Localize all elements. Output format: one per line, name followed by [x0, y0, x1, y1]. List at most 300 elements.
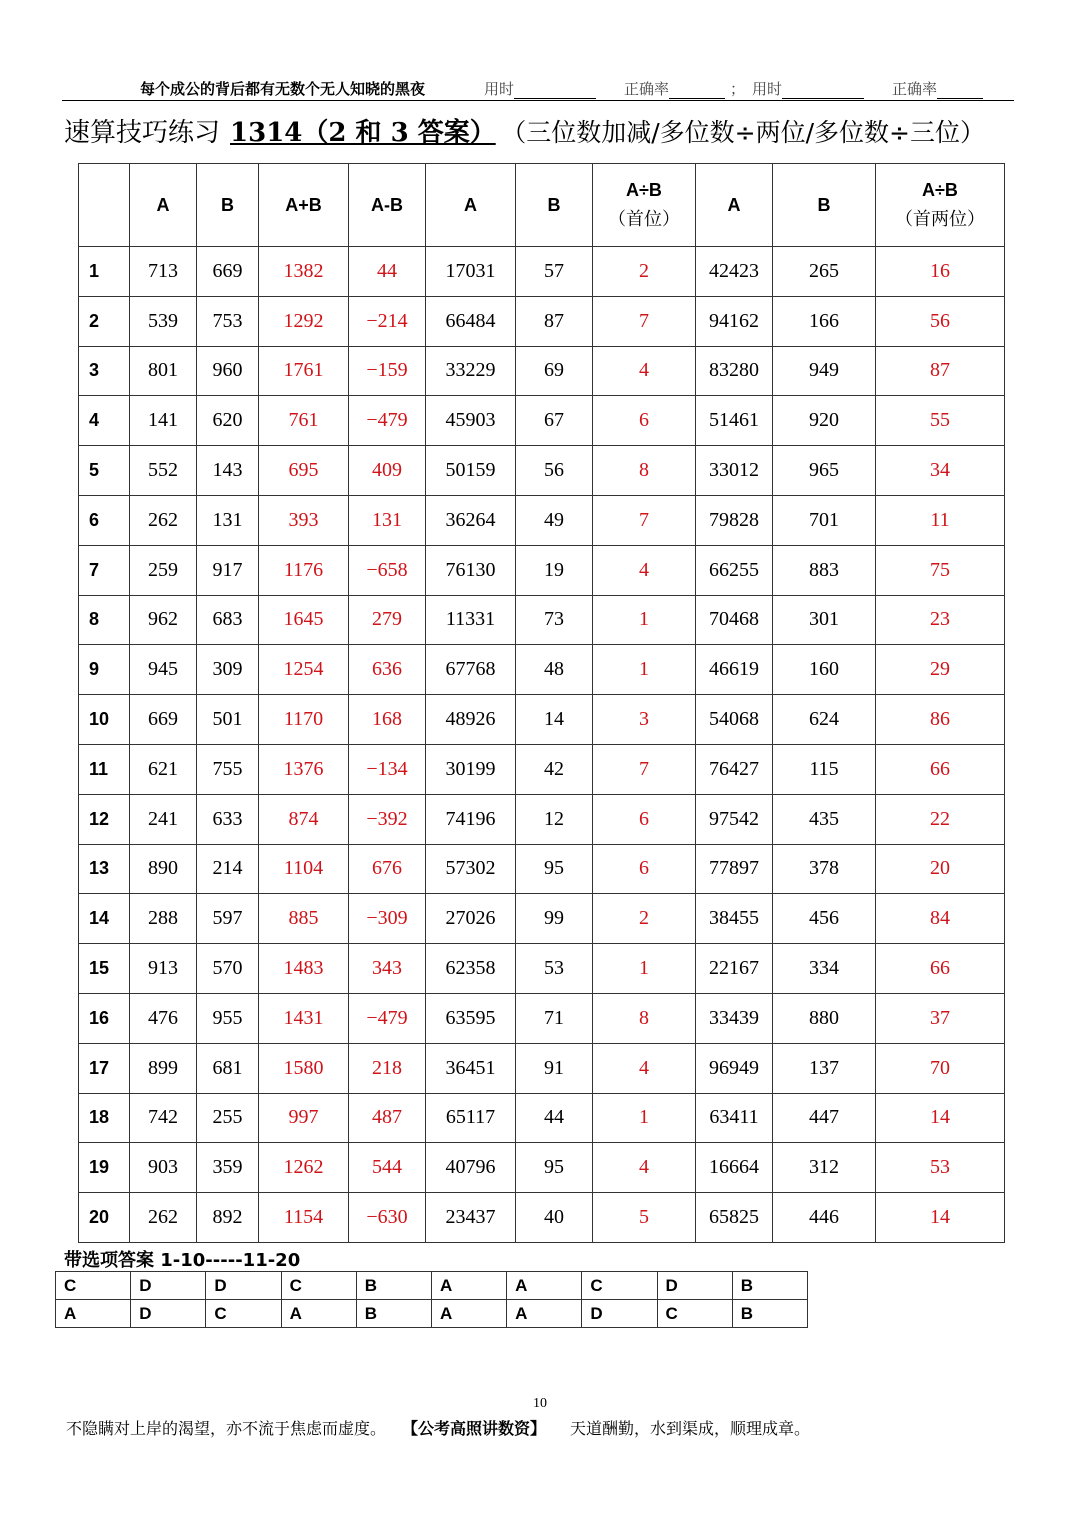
- answer-cell: 6: [593, 844, 696, 894]
- table-cell: 141: [130, 396, 197, 446]
- header-cell: [593, 164, 696, 247]
- answer-cell: 16: [876, 247, 1005, 297]
- answer-cell: 761: [259, 396, 349, 446]
- answer-cell: 168: [349, 695, 426, 745]
- option-answer-cell: D: [131, 1300, 206, 1328]
- table-cell: 892: [197, 1193, 259, 1243]
- table-cell: 57: [516, 247, 593, 297]
- row-index: 7: [79, 545, 130, 595]
- answer-cell: 1431: [259, 993, 349, 1043]
- answer-cell: 1761: [259, 346, 349, 396]
- table-body: [79, 247, 1005, 1243]
- row-index: 13: [79, 844, 130, 894]
- table-cell: 16664: [696, 1143, 773, 1193]
- answer-cell: 1483: [259, 944, 349, 994]
- answer-cell: 1292: [259, 296, 349, 346]
- table-cell: 36451: [426, 1043, 516, 1093]
- table-row: [79, 1193, 1005, 1243]
- answer-cell: 409: [349, 446, 426, 496]
- answer-cell: 1580: [259, 1043, 349, 1093]
- answer-cell: 87: [876, 346, 1005, 396]
- row-index: 6: [79, 495, 130, 545]
- answer-cell: 636: [349, 645, 426, 695]
- table-row: [79, 744, 1005, 794]
- answer-cell: 544: [349, 1143, 426, 1193]
- answer-cell: 66: [876, 944, 1005, 994]
- table-cell: 40796: [426, 1143, 516, 1193]
- answer-cell: 1254: [259, 645, 349, 695]
- option-answer-cell: C: [281, 1272, 356, 1300]
- time-label: 用时: [484, 80, 515, 98]
- answer-cell: 1: [593, 944, 696, 994]
- answer-cell: 2: [593, 247, 696, 297]
- table-cell: 378: [773, 844, 876, 894]
- answer-cell: 75: [876, 545, 1005, 595]
- answer-cell: 676: [349, 844, 426, 894]
- table-cell: 50159: [426, 446, 516, 496]
- table-cell: 33439: [696, 993, 773, 1043]
- option-answer-cell: D: [131, 1272, 206, 1300]
- option-answer-cell: A: [281, 1300, 356, 1328]
- answer-cell: 34: [876, 446, 1005, 496]
- table-cell: 63411: [696, 1093, 773, 1143]
- row-index: 4: [79, 396, 130, 446]
- answer-cell: 14: [876, 1093, 1005, 1143]
- option-answer-cell: C: [582, 1272, 657, 1300]
- table-row: [79, 894, 1005, 944]
- table-cell: 69: [516, 346, 593, 396]
- table-cell: 742: [130, 1093, 197, 1143]
- option-answer-cell: B: [356, 1300, 431, 1328]
- options-title: 带选项答案 1-10-----11-20: [64, 1250, 301, 1271]
- table-cell: 74196: [426, 794, 516, 844]
- option-answer-cell: A: [431, 1300, 506, 1328]
- row-index: 9: [79, 645, 130, 695]
- table-row: [79, 1043, 1005, 1093]
- answer-cell: 695: [259, 446, 349, 496]
- header-motto: 每个成公的背后都有无数个无人知晓的黑夜: [140, 80, 426, 98]
- time-blank-2: [782, 84, 864, 99]
- answer-cell: 4: [593, 1143, 696, 1193]
- table-cell: 713: [130, 247, 197, 297]
- answer-cell: 8: [593, 993, 696, 1043]
- table-cell: 79828: [696, 495, 773, 545]
- header-cell: A: [130, 164, 197, 247]
- accuracy-label-2: 正确率: [892, 80, 938, 98]
- table-cell: 214: [197, 844, 259, 894]
- answer-cell: −309: [349, 894, 426, 944]
- table-cell: 447: [773, 1093, 876, 1143]
- page-title: [64, 112, 985, 149]
- table-cell: 920: [773, 396, 876, 446]
- table-cell: 51461: [696, 396, 773, 446]
- answer-cell: 1382: [259, 247, 349, 297]
- accuracy-blank: [669, 84, 725, 99]
- table-cell: 241: [130, 794, 197, 844]
- answer-cell: 3: [593, 695, 696, 745]
- options-body: [56, 1272, 808, 1328]
- option-answer-cell: B: [356, 1272, 431, 1300]
- table-cell: 903: [130, 1143, 197, 1193]
- table-cell: 701: [773, 495, 876, 545]
- accuracy-blank-2: [937, 84, 983, 99]
- table-cell: 95: [516, 1143, 593, 1193]
- table-cell: 288: [130, 894, 197, 944]
- row-index: 15: [79, 944, 130, 994]
- answer-cell: 885: [259, 894, 349, 944]
- table-cell: 17031: [426, 247, 516, 297]
- answer-cell: 7: [593, 296, 696, 346]
- options-row: [56, 1272, 808, 1300]
- table-row: [79, 695, 1005, 745]
- table-cell: 76427: [696, 744, 773, 794]
- options-table: [55, 1271, 808, 1328]
- answer-cell: 70: [876, 1043, 1005, 1093]
- table-cell: 77897: [696, 844, 773, 894]
- answer-cell: 1262: [259, 1143, 349, 1193]
- table-cell: 94162: [696, 296, 773, 346]
- answer-cell: 279: [349, 595, 426, 645]
- footer-left: 不隐瞒对上岸的渴望，亦不流于焦虑而虚度。: [66, 1419, 387, 1438]
- answer-cell: 1104: [259, 844, 349, 894]
- table-cell: 99: [516, 894, 593, 944]
- answer-cell: −134: [349, 744, 426, 794]
- table-cell: 137: [773, 1043, 876, 1093]
- table-row: [79, 296, 1005, 346]
- option-answer-cell: D: [206, 1272, 281, 1300]
- time-blank: [514, 84, 596, 99]
- answer-cell: 1154: [259, 1193, 349, 1243]
- table-cell: 42423: [696, 247, 773, 297]
- table-cell: 883: [773, 545, 876, 595]
- table-cell: 23437: [426, 1193, 516, 1243]
- table-cell: 160: [773, 645, 876, 695]
- footer-right: 天道酬勤，水到渠成，顺理成章。: [570, 1419, 811, 1438]
- table-cell: 27026: [426, 894, 516, 944]
- table-cell: 669: [130, 695, 197, 745]
- table-cell: 753: [197, 296, 259, 346]
- table-cell: 945: [130, 645, 197, 695]
- table-cell: 683: [197, 595, 259, 645]
- table-cell: 962: [130, 595, 197, 645]
- accuracy-field: [624, 78, 725, 99]
- page-number: 10: [533, 1396, 547, 1411]
- option-answer-cell: C: [657, 1300, 732, 1328]
- header-label: A÷B: [626, 179, 662, 200]
- header-cell: A: [696, 164, 773, 247]
- answer-cell: 1176: [259, 545, 349, 595]
- table-cell: 53: [516, 944, 593, 994]
- table-cell: 890: [130, 844, 197, 894]
- row-index: 5: [79, 446, 130, 496]
- table-cell: 265: [773, 247, 876, 297]
- answer-cell: 84: [876, 894, 1005, 944]
- table-cell: 11331: [426, 595, 516, 645]
- row-index: 1: [79, 247, 130, 297]
- table-cell: 501: [197, 695, 259, 745]
- answer-cell: 29: [876, 645, 1005, 695]
- page-footer: [66, 1416, 834, 1439]
- answer-cell: 55: [876, 396, 1005, 446]
- table-cell: 359: [197, 1143, 259, 1193]
- answer-cell: 44: [349, 247, 426, 297]
- row-index: 14: [79, 894, 130, 944]
- table-cell: 14: [516, 695, 593, 745]
- table-cell: 435: [773, 794, 876, 844]
- table-cell: 30199: [426, 744, 516, 794]
- header-cell: A: [426, 164, 516, 247]
- header-sub: （首两位）: [895, 208, 985, 230]
- option-answer-cell: A: [507, 1300, 582, 1328]
- answer-cell: 8: [593, 446, 696, 496]
- title-subtitle: （三位数加减/多位数÷两位/多位数÷三位）: [513, 118, 985, 147]
- header-separator: ；: [730, 80, 746, 98]
- answer-cell: 4: [593, 346, 696, 396]
- table-cell: 166: [773, 296, 876, 346]
- answer-cell: 218: [349, 1043, 426, 1093]
- answer-cell: 23: [876, 595, 1005, 645]
- table-cell: 70468: [696, 595, 773, 645]
- table-cell: 446: [773, 1193, 876, 1243]
- answer-cell: −214: [349, 296, 426, 346]
- row-index: 17: [79, 1043, 130, 1093]
- table-cell: 71: [516, 993, 593, 1043]
- accuracy-label: 正确率: [624, 80, 670, 98]
- table-cell: 66484: [426, 296, 516, 346]
- answer-cell: 53: [876, 1143, 1005, 1193]
- table-cell: 63595: [426, 993, 516, 1043]
- answer-cell: 393: [259, 495, 349, 545]
- answer-cell: −630: [349, 1193, 426, 1243]
- table-row: [79, 794, 1005, 844]
- table-cell: 67768: [426, 645, 516, 695]
- table-row: [79, 1143, 1005, 1193]
- table-cell: 91: [516, 1043, 593, 1093]
- row-index: 12: [79, 794, 130, 844]
- table-row: [79, 545, 1005, 595]
- time-label-2: 用时: [752, 80, 783, 98]
- table-cell: 19: [516, 545, 593, 595]
- table-cell: 259: [130, 545, 197, 595]
- table-cell: 681: [197, 1043, 259, 1093]
- table-cell: 539: [130, 296, 197, 346]
- option-answer-cell: D: [657, 1272, 732, 1300]
- answer-cell: −159: [349, 346, 426, 396]
- table-cell: 143: [197, 446, 259, 496]
- table-cell: 66255: [696, 545, 773, 595]
- header-cell: [876, 164, 1005, 247]
- row-index: 11: [79, 744, 130, 794]
- option-answer-cell: A: [507, 1272, 582, 1300]
- table-cell: 65825: [696, 1193, 773, 1243]
- answer-cell: −479: [349, 396, 426, 446]
- row-index: 8: [79, 595, 130, 645]
- table-cell: 67: [516, 396, 593, 446]
- page-header: [62, 76, 1014, 102]
- table-cell: 56: [516, 446, 593, 496]
- table-cell: 301: [773, 595, 876, 645]
- answer-cell: 1: [593, 645, 696, 695]
- table-row: [79, 595, 1005, 645]
- table-cell: 913: [130, 944, 197, 994]
- answer-cell: −658: [349, 545, 426, 595]
- answer-cell: 37: [876, 993, 1005, 1043]
- time-field-2: [752, 78, 864, 99]
- table-cell: 669: [197, 247, 259, 297]
- table-cell: 633: [197, 794, 259, 844]
- table-cell: 57302: [426, 844, 516, 894]
- row-index: 16: [79, 993, 130, 1043]
- answer-cell: 7: [593, 744, 696, 794]
- header-cell: [79, 164, 130, 247]
- table-cell: 476: [130, 993, 197, 1043]
- answer-cell: 5: [593, 1193, 696, 1243]
- answer-cell: 343: [349, 944, 426, 994]
- table-cell: 49: [516, 495, 593, 545]
- title-number: 1314（2 和 3 答案）: [230, 118, 496, 148]
- table-cell: 46619: [696, 645, 773, 695]
- table-cell: 334: [773, 944, 876, 994]
- table-cell: 131: [197, 495, 259, 545]
- table-cell: 570: [197, 944, 259, 994]
- row-index: 19: [79, 1143, 130, 1193]
- answer-cell: 20: [876, 844, 1005, 894]
- table-row: [79, 396, 1005, 446]
- answer-cell: 487: [349, 1093, 426, 1143]
- table-cell: 115: [773, 744, 876, 794]
- row-index: 20: [79, 1193, 130, 1243]
- header-rule: [62, 100, 1014, 101]
- table-cell: 40: [516, 1193, 593, 1243]
- answer-cell: 6: [593, 396, 696, 446]
- table-cell: 48: [516, 645, 593, 695]
- row-index: 18: [79, 1093, 130, 1143]
- table-cell: 621: [130, 744, 197, 794]
- table-cell: 38455: [696, 894, 773, 944]
- answer-cell: −479: [349, 993, 426, 1043]
- options-row: [56, 1300, 808, 1328]
- table-cell: 45903: [426, 396, 516, 446]
- answer-cell: 86: [876, 695, 1005, 745]
- answer-cell: 7: [593, 495, 696, 545]
- footer-brand: 【公考高照讲数资】: [410, 1419, 547, 1438]
- answer-cell: 131: [349, 495, 426, 545]
- table-cell: 255: [197, 1093, 259, 1143]
- table-cell: 73: [516, 595, 593, 645]
- table-cell: 597: [197, 894, 259, 944]
- table-cell: 312: [773, 1143, 876, 1193]
- option-answer-cell: C: [56, 1272, 131, 1300]
- answer-cell: 14: [876, 1193, 1005, 1243]
- table-cell: 917: [197, 545, 259, 595]
- table-cell: 97542: [696, 794, 773, 844]
- table-cell: 83280: [696, 346, 773, 396]
- table-cell: 33012: [696, 446, 773, 496]
- table-cell: 880: [773, 993, 876, 1043]
- header-cell: B: [197, 164, 259, 247]
- answer-cell: 1645: [259, 595, 349, 645]
- answer-cell: 874: [259, 794, 349, 844]
- table-cell: 96949: [696, 1043, 773, 1093]
- answer-cell: 1376: [259, 744, 349, 794]
- answer-cell: −392: [349, 794, 426, 844]
- table-cell: 36264: [426, 495, 516, 545]
- table-row: [79, 944, 1005, 994]
- option-answer-cell: C: [206, 1300, 281, 1328]
- answer-cell: 4: [593, 545, 696, 595]
- table-cell: 33229: [426, 346, 516, 396]
- answer-cell: 22: [876, 794, 1005, 844]
- table-cell: 65117: [426, 1093, 516, 1143]
- table-header-row: [79, 164, 1005, 247]
- table-cell: 620: [197, 396, 259, 446]
- time-field: [484, 78, 596, 99]
- option-answer-cell: B: [732, 1300, 807, 1328]
- table-cell: 95: [516, 844, 593, 894]
- table-row: [79, 993, 1005, 1043]
- row-index: 2: [79, 296, 130, 346]
- table-cell: 309: [197, 645, 259, 695]
- table-cell: 801: [130, 346, 197, 396]
- table-row: [79, 346, 1005, 396]
- option-answer-cell: A: [431, 1272, 506, 1300]
- table-cell: 552: [130, 446, 197, 496]
- title-main: 速算技巧练习: [64, 118, 221, 148]
- header-cell: A-B: [349, 164, 426, 247]
- table-cell: 949: [773, 346, 876, 396]
- practice-table: [78, 163, 1005, 1243]
- table-cell: 262: [130, 495, 197, 545]
- answer-cell: 2: [593, 894, 696, 944]
- answer-cell: 1: [593, 1093, 696, 1143]
- answer-cell: 6: [593, 794, 696, 844]
- header-cell: B: [773, 164, 876, 247]
- table-row: [79, 1093, 1005, 1143]
- table-row: [79, 844, 1005, 894]
- table-row: [79, 446, 1005, 496]
- table-cell: 262: [130, 1193, 197, 1243]
- answer-cell: 1170: [259, 695, 349, 745]
- table-cell: 755: [197, 744, 259, 794]
- table-cell: 624: [773, 695, 876, 745]
- table-cell: 22167: [696, 944, 773, 994]
- table-cell: 76130: [426, 545, 516, 595]
- header-cell: A+B: [259, 164, 349, 247]
- table-cell: 12: [516, 794, 593, 844]
- table-cell: 955: [197, 993, 259, 1043]
- header-sub: （首位）: [608, 208, 680, 230]
- table-row: [79, 495, 1005, 545]
- answer-cell: 11: [876, 495, 1005, 545]
- row-index: 10: [79, 695, 130, 745]
- table-cell: 965: [773, 446, 876, 496]
- table-cell: 62358: [426, 944, 516, 994]
- table-cell: 44: [516, 1093, 593, 1143]
- header-cell: B: [516, 164, 593, 247]
- table-cell: 87: [516, 296, 593, 346]
- table-cell: 48926: [426, 695, 516, 745]
- table-row: [79, 645, 1005, 695]
- answer-cell: 56: [876, 296, 1005, 346]
- accuracy-field-2: [892, 78, 983, 99]
- option-answer-cell: D: [582, 1300, 657, 1328]
- row-index: 3: [79, 346, 130, 396]
- header-label: A÷B: [922, 179, 958, 200]
- table-cell: 899: [130, 1043, 197, 1093]
- table-row: [79, 247, 1005, 297]
- option-answer-cell: B: [732, 1272, 807, 1300]
- answer-cell: 66: [876, 744, 1005, 794]
